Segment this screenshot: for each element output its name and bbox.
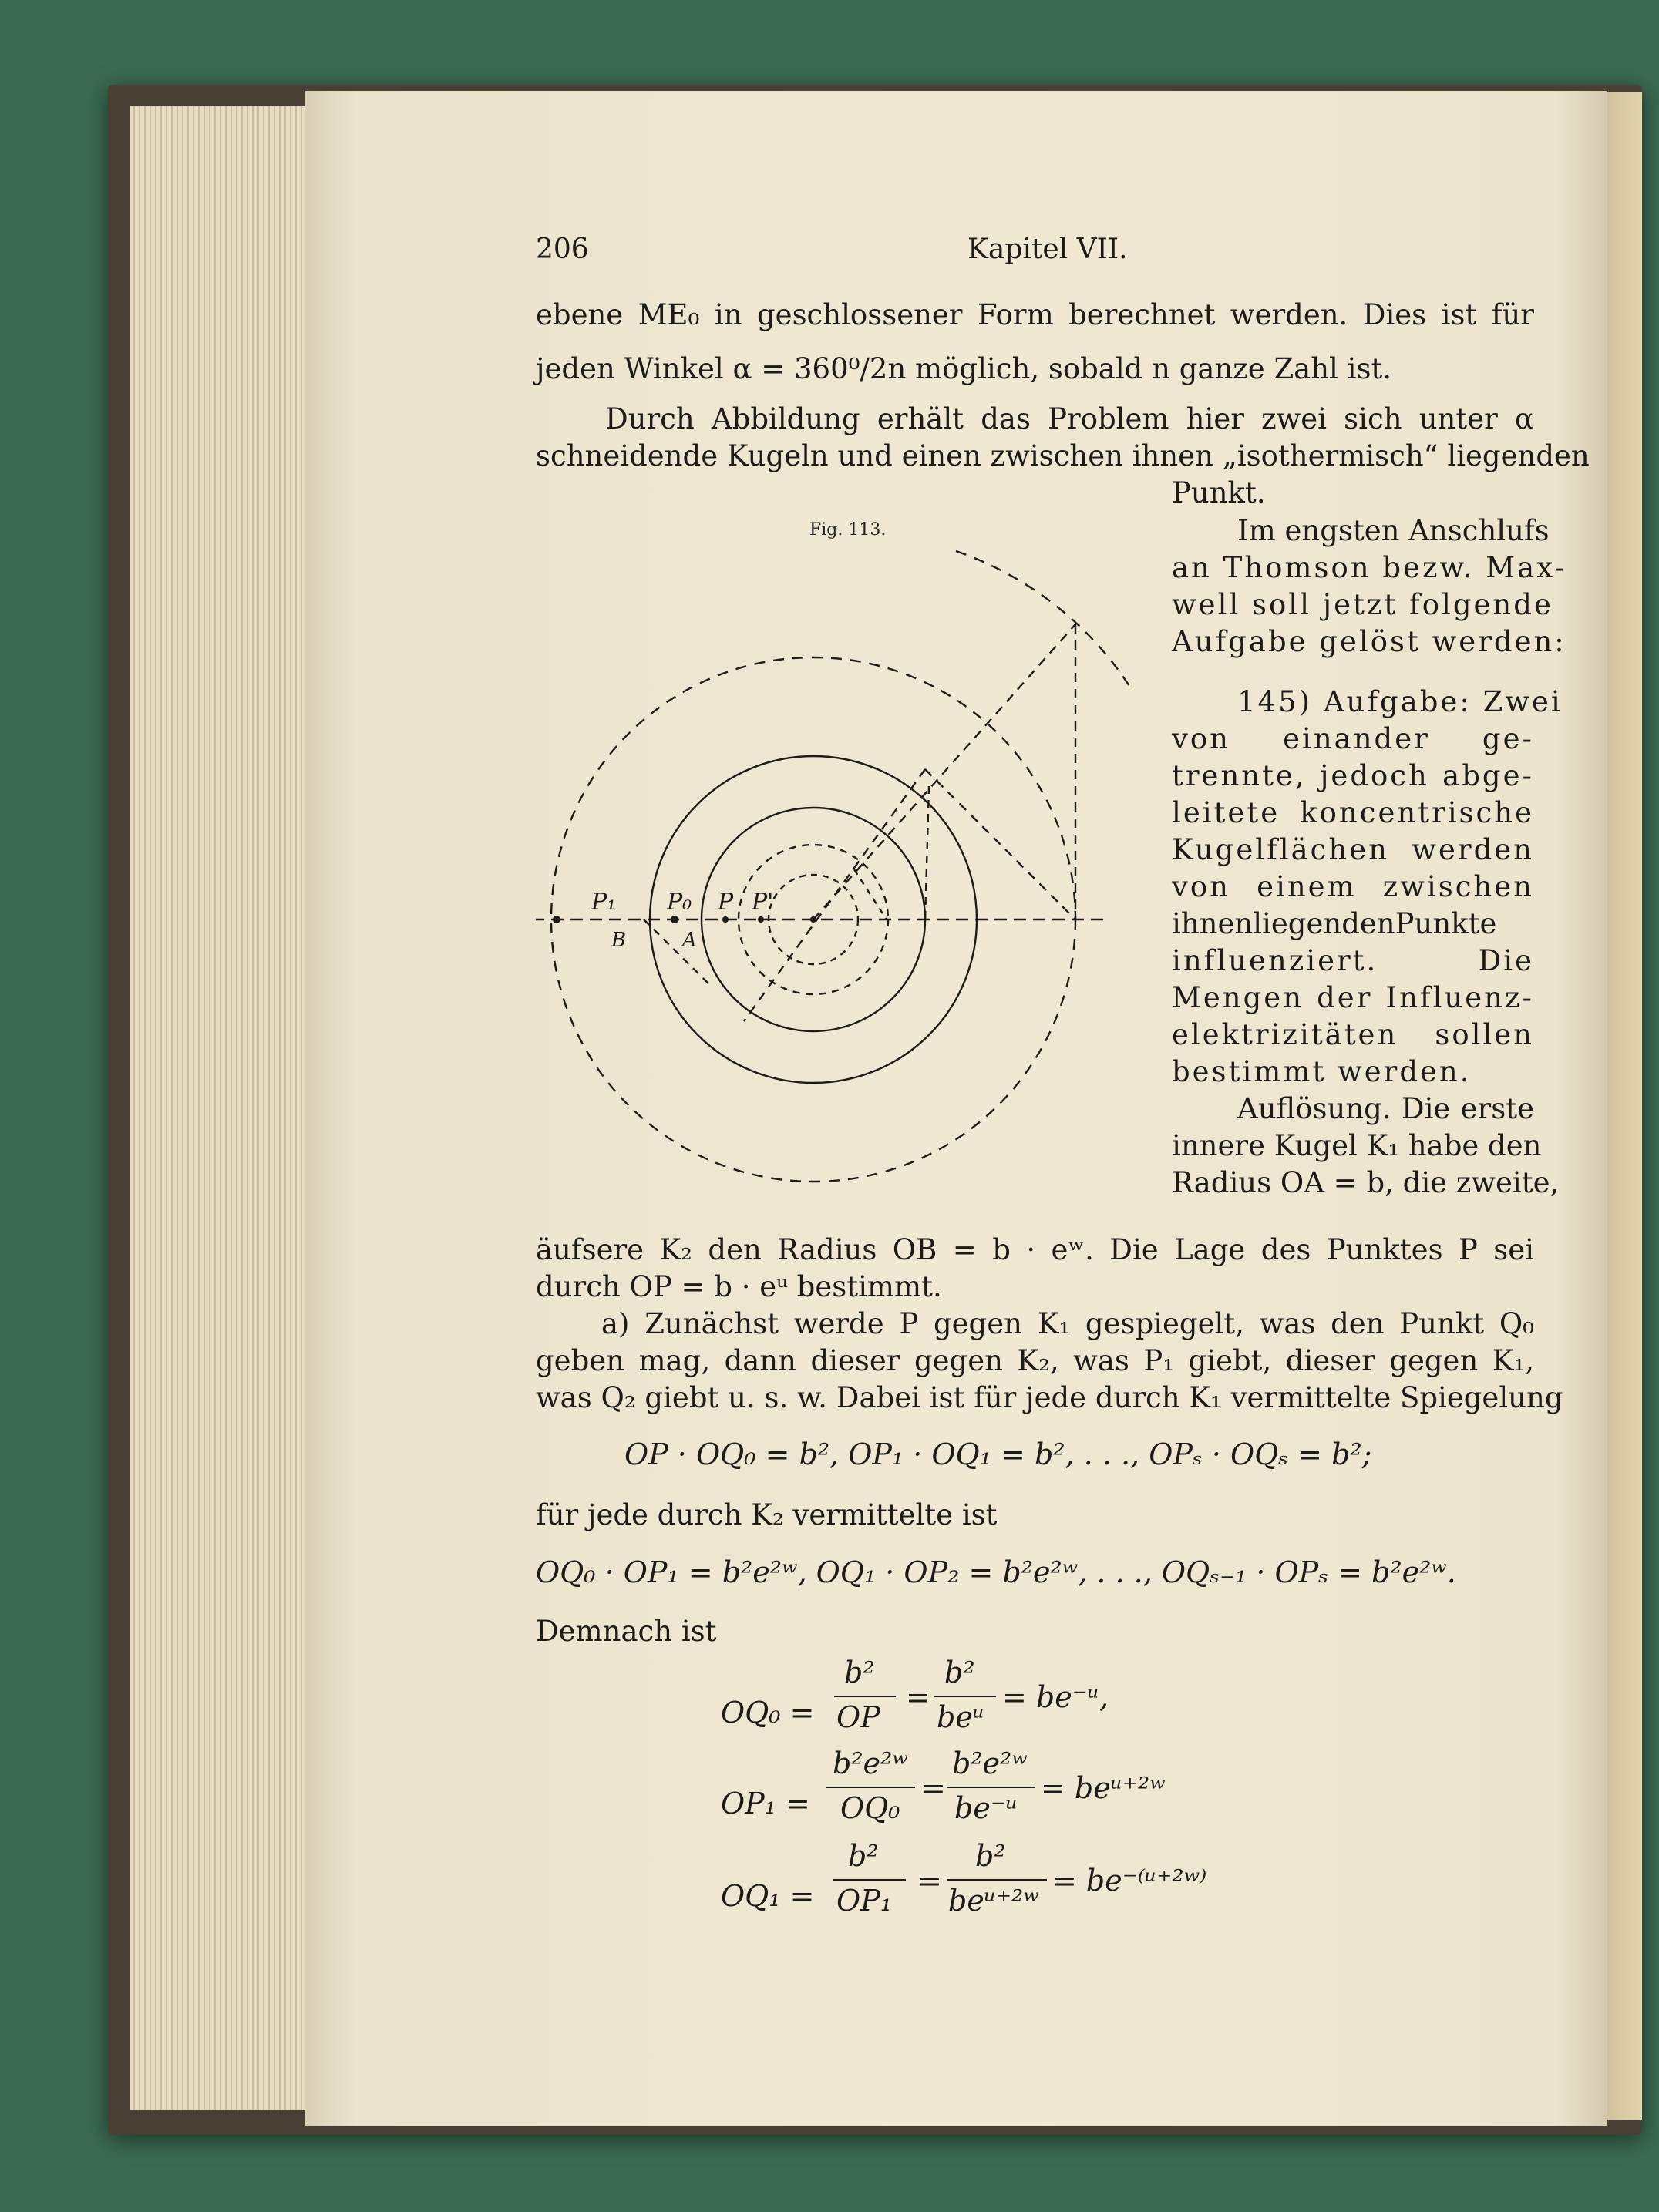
label-b: B [611,929,627,952]
short-dashed-line [854,869,887,919]
body-line: jeden Winkel α = 360⁰/2n möglich, sobald n ganze Zahl ist. [536,352,1392,385]
eq-r2-eq: = [921,1771,946,1805]
side-line: innere Kugel K₁ habe den [1172,1129,1542,1162]
eq-r3-rhs: = be⁻⁽ᵘ⁺²ʷ⁾ [1052,1864,1207,1898]
side-line: influenziert. Die [1172,944,1534,977]
label-p1: P₁ [591,889,617,916]
body-line: Punkt. [1172,476,1266,509]
label-p: P [718,889,734,916]
body-line: durch OP = b · eᵘ bestimmt. [536,1270,942,1303]
equation-2: OQ₀ · OP₁ = b²e²ʷ, OQ₁ · OP₂ = b²e²ʷ, . . ., OQₛ₋₁ · OPₛ = b²e²ʷ. [536,1555,1456,1589]
eq-r2-rhs: = beᵘ⁺²ʷ [1041,1771,1166,1805]
side-line: 145) Aufgabe: Zwei [1237,685,1563,718]
side-line: Auflösung. Die erste [1237,1092,1534,1125]
eq-r3-f1-num: b² [848,1839,879,1873]
next-page-edge [1607,92,1642,2120]
eq-r1-f2-den: beᵘ [937,1700,984,1734]
page-edge-stack [130,106,307,2110]
side-line: trennte, jedoch abge- [1172,759,1534,792]
side-line: von einander ge- [1172,722,1534,755]
side-line: bestimmt werden. [1172,1055,1472,1088]
figure-113 [536,540,1153,1195]
side-line: leitete koncentrische [1172,796,1534,829]
label-p-prime: P' [752,889,774,916]
eq-r2-f1-den: OQ₀ [840,1791,900,1825]
eq-r3-f2-den: beᵘ⁺²ʷ [948,1884,1039,1918]
side-line: an Thomson bezw. Max- [1172,551,1566,584]
label-a: A [682,929,697,952]
equation-1: OP · OQ₀ = b², OP₁ · OQ₁ = b², . . ., OPₛ · OQₛ = b²; [624,1437,1372,1471]
body-line: Demnach ist [536,1615,717,1648]
eq-r1-f1-den: OP [836,1700,880,1734]
eq-r2-f2-den: be⁻ᵘ [954,1791,1018,1825]
side-line: Im engsten Anschlufs [1237,514,1550,547]
side-line: Kugelflächen werden [1172,833,1534,866]
eq-r1-f1-num: b² [844,1656,875,1689]
large-dashed-arc [956,551,1129,686]
side-column [1172,513,1566,1202]
eq-r3-eq: = [917,1864,942,1898]
tangent-dashed-line [925,769,1075,919]
eq-r3-lhs: OQ₁ = [721,1879,815,1913]
body-line: was Q₂ giebt u. s. w. Dabei ist für jede durch K₁ vermittelte Spiegelung [536,1381,1563,1414]
eq-r3-f1-den: OP₁ [836,1884,892,1918]
body-line: geben mag, dann dieser gegen K₂, was P₁ giebt, dieser gegen K₁, [536,1344,1534,1377]
eq-r2-f1-num: b²e²ʷ [833,1746,908,1780]
side-line: ihnenliegendenPunkte [1172,907,1497,940]
body-line: Durch Abbildung erhält das Problem hier zwei sich unter α [605,402,1534,435]
side-line: Mengen der Influenz- [1172,981,1534,1014]
side-line: von einem zwischen [1172,870,1534,903]
body-line: ebene ME₀ in geschlossener Form berechnet werden. Dies ist für [536,298,1534,331]
body-line: für jede durch K₂ vermittelte ist [536,1498,998,1531]
eq-r1-rhs: = be⁻ᵘ, [1002,1680,1109,1714]
eq-r1-lhs: OQ₀ = [721,1696,815,1730]
side-line: Radius OA = b, die zweite, [1172,1166,1560,1199]
body-line: schneidende Kugeln und einen zwischen ihnen „isothermisch“ liegenden [536,439,1590,472]
running-head: Kapitel VII. [967,234,1128,265]
eq-r2-f2-num: b²e²ʷ [952,1746,1028,1780]
figure-caption: Fig. 113. [809,520,887,540]
side-line: Aufgabe gelöst werden: [1172,625,1566,658]
body-line: äufsere K₂ den Radius OB = b · eʷ. Die Lage des Punktes P sei [536,1233,1534,1266]
side-line: elektrizitäten sollen [1172,1018,1534,1051]
page-number: 206 [536,234,589,265]
body-line: a) Zunächst werde P gegen K₁ gespiegelt, was den Punkt Q₀ [601,1307,1534,1340]
eq-r1-eq: = [906,1680,930,1714]
eq-r1-f2-num: b² [944,1656,975,1689]
eq-r2-lhs: OP₁ = [721,1787,810,1820]
label-p0: P₀ [667,889,692,916]
diagonal-dashed-line [813,624,1075,919]
eq-r3-f2-num: b² [975,1839,1006,1873]
secondary-dashed-line [925,786,929,919]
side-line: well soll jetzt folgende [1172,588,1553,621]
